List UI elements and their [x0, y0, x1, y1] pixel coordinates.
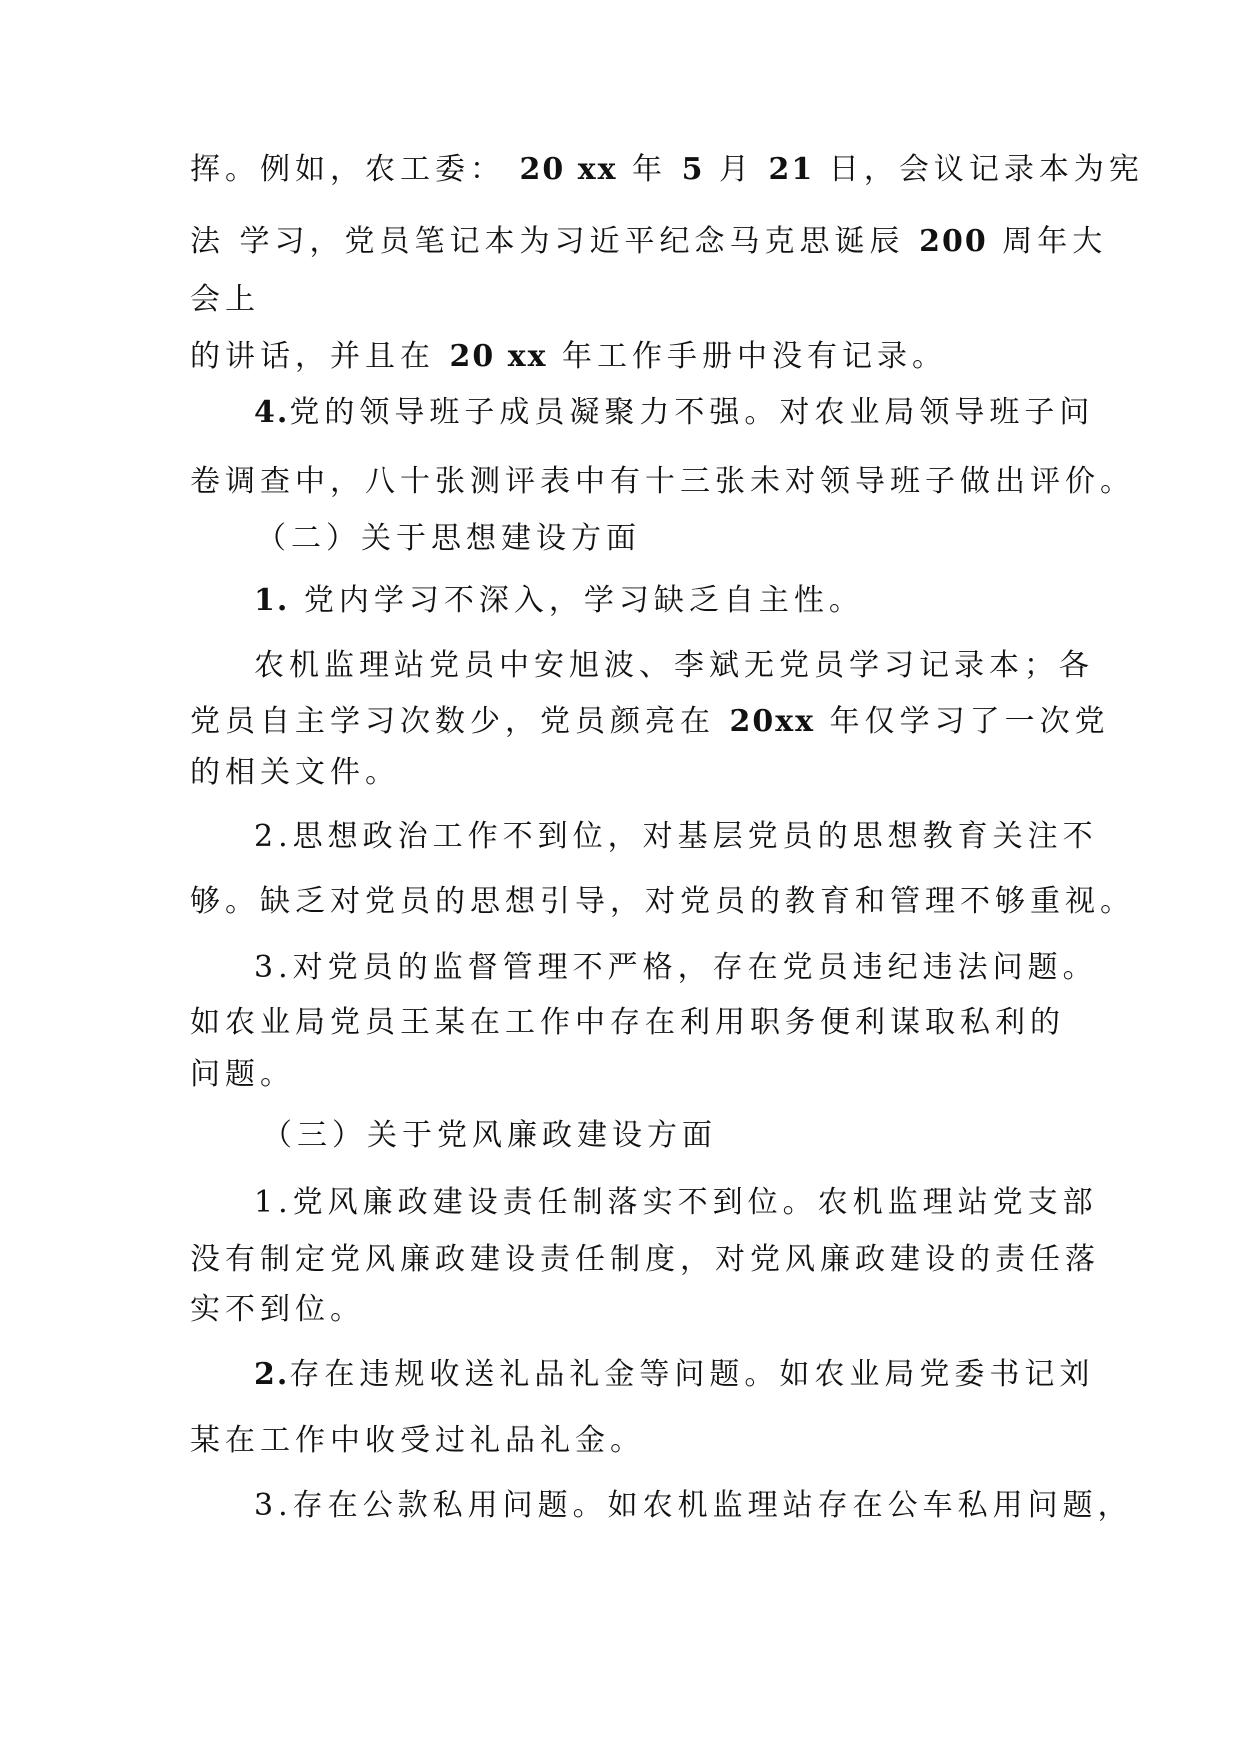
text-run-bold: 21 [768, 152, 815, 187]
text-run: 如农业局党员王某在工作中存在利用职务便利谋取私利的 [190, 1005, 1065, 1040]
text-line [254, 1355, 1094, 1395]
text-run: 年工作手册中没有记录。 [547, 339, 948, 374]
text-run: 日，会议记录本为宪 [814, 152, 1144, 187]
text-run: 1.党风廉政建设责任制落实不到位。农机监理站党支部 [254, 1185, 1098, 1220]
text-run: 党员自主学习次数少，党员颜亮在 [190, 704, 730, 739]
text-run: 存在违规收送礼品礼金等问题。如农业局党委书记刘 [289, 1357, 1095, 1392]
text-line [254, 581, 864, 621]
text-run-bold: 4. [254, 395, 290, 430]
text-line [190, 702, 1110, 742]
text-line [190, 753, 400, 793]
text-line [254, 393, 1094, 433]
text-run: 2.思想政治工作不到位，对基层党员的思想教育关注不 [254, 819, 1098, 854]
text-line [190, 1421, 645, 1461]
text-run: 月 [704, 152, 769, 187]
text-run: 某在工作中收受过礼品礼金。 [190, 1423, 645, 1458]
text-run: 实不到位。 [190, 1292, 365, 1327]
text-run: 农机监理站党员中安旭波、李斌无党员学习记录本；各 [254, 648, 1094, 683]
text-line [254, 817, 1098, 857]
text-line [190, 1240, 1100, 1280]
text-run: 够。缺乏对党员的思想引导，对党员的教育和管理不够重视。 [190, 884, 1135, 919]
section-heading [256, 519, 641, 559]
text-run: 的相关文件。 [190, 755, 400, 790]
text-line [254, 1183, 1098, 1223]
text-line [190, 222, 1107, 262]
text-run-bold: 2. [254, 1357, 290, 1392]
text-line [190, 1055, 295, 1095]
text-run-bold: 200 [919, 224, 988, 259]
text-run: 挥。例如，农工委： [190, 152, 520, 187]
text-run: 周年大 [987, 224, 1108, 259]
text-run: 问题。 [190, 1057, 295, 1092]
text-run: 年 [617, 152, 682, 187]
text-run-bold: 20xx [729, 704, 816, 739]
text-run: （二）关于思想建设方面 [256, 521, 641, 556]
text-line [190, 882, 1135, 922]
text-line [190, 462, 1135, 502]
text-line [254, 646, 1094, 686]
text-run-bold: 1. [254, 583, 290, 618]
text-line [190, 150, 1144, 190]
text-run-bold: 5 [681, 152, 705, 187]
text-line [190, 1290, 365, 1330]
text-line [254, 948, 1098, 988]
text-run: 法 学习，党员笔记本为习近平纪念马克思诞辰 [190, 224, 920, 259]
text-run: （三）关于党风廉政建设方面 [262, 1118, 717, 1153]
text-line [190, 280, 260, 320]
text-run: 3.对党员的监督管理不严格，存在党员违纪违法问题。 [254, 950, 1098, 985]
text-run: 卷调查中，八十张测评表中有十三张未对领导班子做出评价。 [190, 464, 1135, 499]
text-run: 的讲话，并且在 [190, 339, 450, 374]
text-line [190, 337, 947, 377]
text-line [190, 1003, 1065, 1043]
text-run: 党内学习不深入，学习缺乏自主性。 [289, 583, 864, 618]
text-run: 3.存在公款私用问题。如农机监理站存在公车私用问题， [254, 1488, 1133, 1523]
text-run: 会上 [190, 282, 260, 317]
text-run: 党的领导班子成员凝聚力不强。对农业局领导班子问 [289, 395, 1095, 430]
text-run: 年仅学习了一次党 [815, 704, 1110, 739]
text-line [254, 1486, 1133, 1526]
section-heading [262, 1116, 717, 1156]
text-run-bold: 20 xx [519, 152, 618, 187]
text-run: 没有制定党风廉政建设责任制度，对党风廉政建设的责任落 [190, 1242, 1100, 1277]
text-run-bold: 20 xx [449, 339, 548, 374]
